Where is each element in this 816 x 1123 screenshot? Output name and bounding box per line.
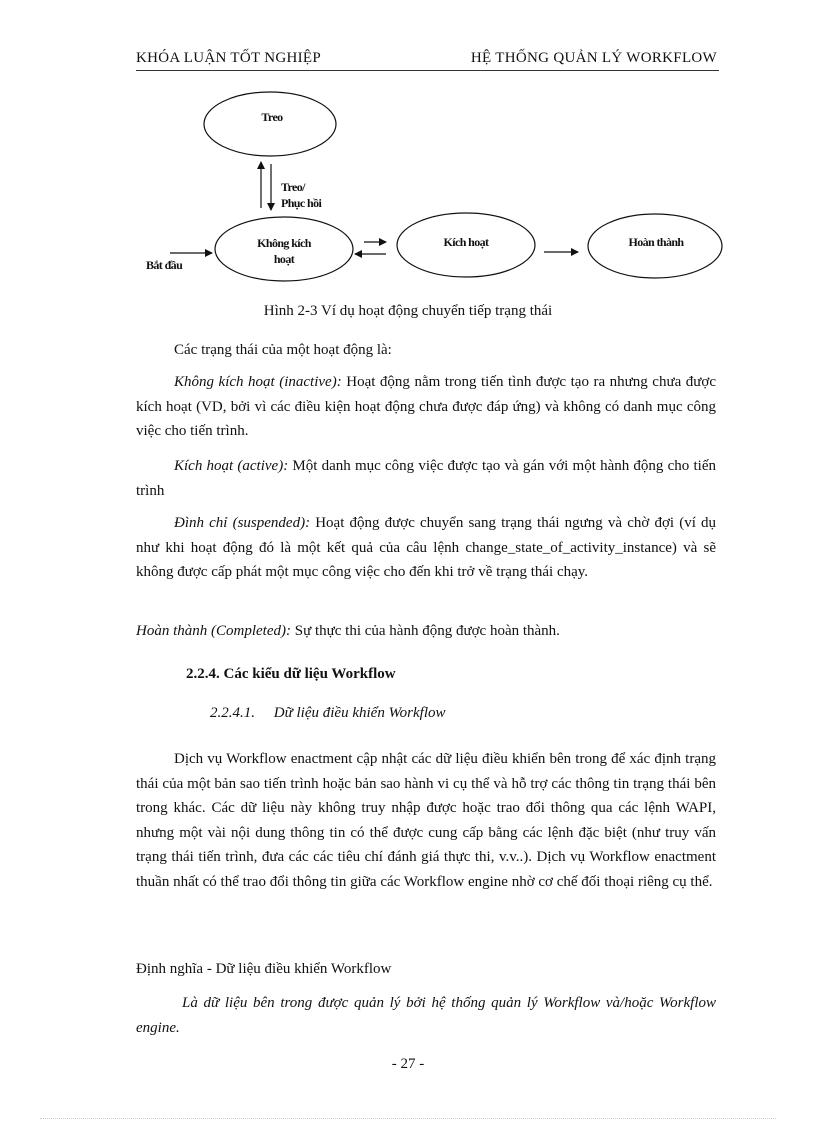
term-suspended: Đình chỉ (suspended): — [174, 515, 311, 531]
paragraph-active — [136, 454, 716, 503]
intro-text: Các trạng thái của một hoạt động là: — [174, 342, 392, 358]
paragraph-body — [136, 747, 716, 894]
paragraph-intro — [136, 338, 716, 363]
paragraph-inactive — [136, 370, 716, 444]
figure-caption: Hình 2-3 Ví dụ hoạt động chuyển tiếp trạng thái — [263, 303, 553, 319]
definition-text — [136, 991, 716, 1040]
body-text: Dịch vụ Workflow enactment cập nhật các dữ liệu điều khiển bên trong để xác định trạng thái của một bản sao tiến trình hoặc bản sao hành vi cụ thể và hỗ trợ các thông tin trạng thái bên trong khác. Các dữ liệu này không truy nhập được hoặc trao đổi thông qua các lệnh WAPI, nhưng một vài nội dung thông tin có thể được cung cấp bằng các lệnh đặc biệt (như truy vấn trạng thái tiến trình, đưa các các tiêu chí đánh giá thực thi, v.v..). Dịch vụ Workflow enactment thuần nhất có thể trao đổi thông tin giữa các Workflow engine nhờ cơ chế đối thoại riêng cụ thể. — [136, 751, 716, 890]
paragraph-completed — [136, 619, 716, 644]
label-inactive-line1: Không kích — [257, 236, 311, 250]
state-diagram — [0, 0, 816, 300]
inactive-text: Hoạt động nằm trong tiến tình được tạo ra nhưng chưa được kích hoạt (VD, bởi vì các điều kiện hoạt động chưa được đáp ứng) và không có danh mục công việc cho tiến trình. — [136, 374, 716, 439]
label-start: Bắt đầu — [146, 258, 183, 272]
label-completed: Hoàn thành — [628, 235, 684, 249]
paragraph-suspended — [136, 511, 716, 585]
definition-body-text: Là dữ liệu bên trong được quản lý bởi hệ thống quản lý Workflow và/hoặc Workflow engine. — [136, 995, 716, 1036]
term-active: Kích hoạt (active): — [174, 458, 289, 474]
suspended-text: Hoạt động được chuyển sang trạng thái ngưng và chờ đợi (ví dụ như khi hoạt động đó là một kết quả của câu lệnh change_state_of_activity_instance) và sẽ không được cấp phát một mục công việc cho đến khi trở về trạng thái chạy. — [136, 515, 716, 580]
definition-title-text: Định nghĩa - Dữ liệu điều khiển Workflow — [136, 961, 392, 977]
term-inactive: Không kích hoạt (inactive): — [174, 374, 342, 390]
footer-divider — [40, 1118, 776, 1119]
definition-title — [136, 957, 716, 982]
subsection-heading: 2.2.4.1. Dữ liệu điều khiển Workflow — [210, 705, 446, 721]
header-left-title: KHÓA LUẬN TỐT NGHIỆP — [136, 50, 322, 66]
header-right-title: HỆ THỐNG QUẢN LÝ WORKFLOW — [470, 50, 717, 66]
completed-text: Sự thực thi của hành động được hoàn thành. — [290, 623, 560, 639]
label-edge-phuc-hoi: Phục hồi — [281, 196, 322, 210]
label-inactive-line2: hoạt — [273, 252, 295, 266]
page-number: - 27 - — [391, 1056, 425, 1072]
term-completed: Hoàn thành (Completed): — [136, 623, 291, 639]
label-active: Kích hoạt — [443, 235, 489, 249]
section-heading: 2.2.4. Các kiểu dữ liệu Workflow — [186, 666, 396, 682]
active-text: Một danh mục công việc được tạo và gán với một hành động cho tiến trình — [136, 458, 716, 499]
label-treo: Treo — [261, 110, 283, 124]
label-edge-treo: Treo/ — [281, 180, 305, 194]
